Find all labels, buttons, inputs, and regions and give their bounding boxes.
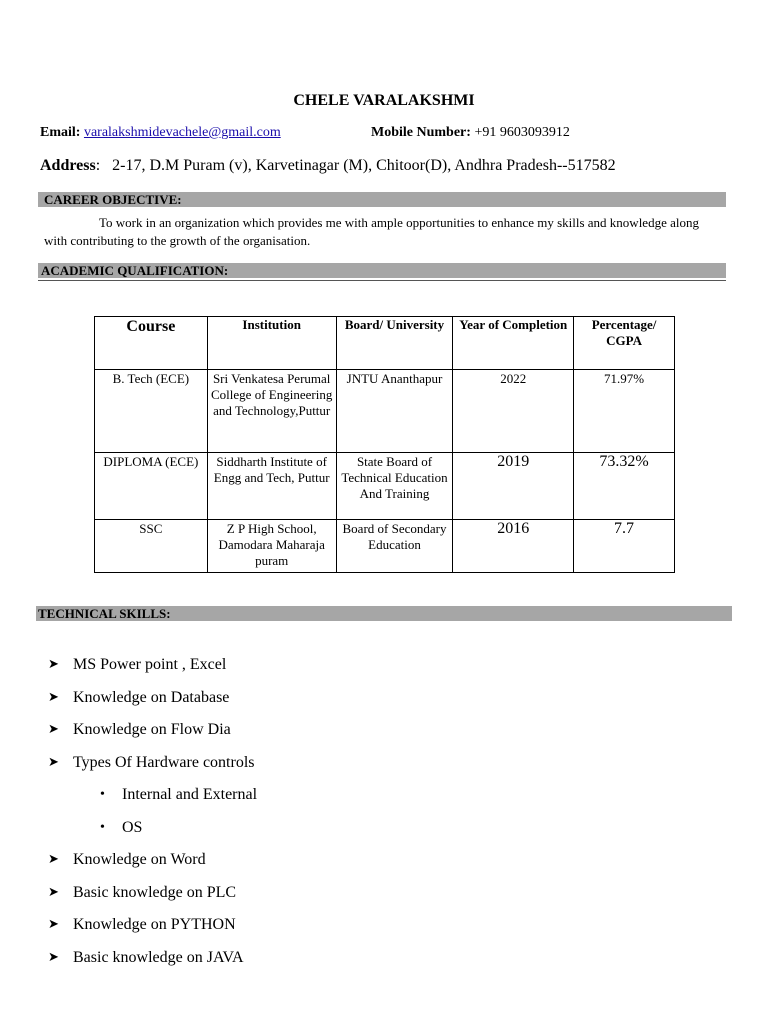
skills-list bbox=[48, 652, 257, 977]
list-item bbox=[48, 912, 257, 945]
arrow-bullet-icon: ➤ bbox=[48, 754, 59, 770]
career-objective-heading: CAREER OBJECTIVE: bbox=[38, 192, 726, 207]
arrow-bullet-icon: ➤ bbox=[48, 657, 59, 672]
academic-table bbox=[94, 316, 675, 573]
list-item bbox=[48, 945, 257, 978]
table-cell: JNTU Ananthapur bbox=[336, 370, 453, 453]
table-cell: Z P High School, Damodara Maharaja puram bbox=[207, 520, 336, 573]
table-cell: B. Tech (ECE) bbox=[95, 370, 208, 453]
skill-label: Types Of Hardware controls bbox=[73, 753, 255, 771]
address-line: Address: 2-17, D.M Puram (v), Karvetinagar (M), Chitoor(D), Andhra Pradesh--517582 bbox=[40, 157, 616, 174]
table-row bbox=[95, 370, 675, 453]
skill-label: Knowledge on Word bbox=[73, 851, 206, 868]
mobile-label: Mobile Number: bbox=[371, 125, 471, 140]
email-label: Email: bbox=[40, 125, 81, 140]
skill-label: Internal and External bbox=[122, 786, 258, 803]
email-line bbox=[40, 125, 281, 141]
arrow-bullet-icon: ➤ bbox=[48, 852, 59, 867]
career-objective-text bbox=[44, 214, 704, 250]
mobile-number: +91 9603093912 bbox=[474, 125, 570, 140]
table-row bbox=[95, 520, 675, 573]
column-header: Course bbox=[95, 317, 208, 370]
skill-label: Basic knowledge on PLC bbox=[73, 883, 237, 901]
column-header: Percentage/ CGPA bbox=[574, 317, 675, 370]
list-item bbox=[48, 880, 257, 913]
table-header-row bbox=[95, 317, 675, 370]
table-cell: 71.97% bbox=[574, 370, 675, 453]
skill-label: MS Power point , Excel bbox=[73, 656, 227, 673]
table-cell: 7.7 bbox=[574, 520, 675, 573]
technical-skills-heading: TECHNICAL SKILLS: bbox=[36, 606, 732, 621]
table-cell: 2016 bbox=[453, 520, 574, 573]
academic-qualification-heading: ACADEMIC QUALIFICATION: bbox=[38, 263, 726, 278]
table-cell: Sri Venkatesa Perumal College of Engineering and Technology,Puttur bbox=[207, 370, 336, 453]
table-cell: 2019 bbox=[453, 453, 574, 520]
table-cell: 73.32% bbox=[574, 453, 675, 520]
column-header: Year of Completion bbox=[453, 317, 574, 370]
arrow-bullet-icon: ➤ bbox=[48, 722, 59, 737]
skill-label: Knowledge on Database bbox=[73, 688, 230, 706]
mobile-line bbox=[371, 125, 570, 141]
column-header: Institution bbox=[207, 317, 336, 370]
table-cell: Siddharth Institute of Engg and Tech, Puttur bbox=[207, 453, 336, 520]
list-item bbox=[48, 782, 257, 815]
arrow-bullet-icon: ➤ bbox=[48, 689, 59, 705]
skill-label: OS bbox=[122, 818, 143, 836]
list-item bbox=[48, 750, 257, 783]
table-cell: SSC bbox=[95, 520, 208, 573]
arrow-bullet-icon: ➤ bbox=[48, 949, 59, 965]
table-cell: DIPLOMA (ECE) bbox=[95, 453, 208, 520]
table-cell: Board of Secondary Education bbox=[336, 520, 453, 573]
address-value: 2-17, D.M Puram (v), Karvetinagar (M), Chitoor(D), Andhra Pradesh--517582 bbox=[112, 157, 616, 174]
list-item bbox=[48, 847, 257, 880]
skill-label: Knowledge on Flow Dia bbox=[73, 721, 231, 738]
dot-bullet-icon: • bbox=[100, 787, 105, 802]
career-objective-body: To work in an organization which provides me with ample opportunities to enhance my skills and knowledge along with contributing to the growth of the organisation. bbox=[44, 215, 699, 248]
list-item bbox=[48, 652, 257, 685]
address-label: Address bbox=[40, 157, 96, 174]
table-cell: 2022 bbox=[453, 370, 574, 453]
table-row bbox=[95, 453, 675, 520]
candidate-name: CHELE VARALAKSHMI bbox=[293, 92, 475, 109]
skill-label: Basic knowledge on JAVA bbox=[73, 948, 244, 966]
column-header: Board/ University bbox=[336, 317, 453, 370]
email-link[interactable]: varalakshmidevachele@gmail.com bbox=[83, 125, 281, 140]
dot-bullet-icon: • bbox=[100, 819, 105, 835]
arrow-bullet-icon: ➤ bbox=[48, 884, 59, 900]
skill-label: Knowledge on PYTHON bbox=[73, 916, 236, 933]
list-item bbox=[48, 685, 257, 718]
arrow-bullet-icon: ➤ bbox=[48, 917, 59, 932]
list-item bbox=[48, 815, 257, 848]
list-item bbox=[48, 717, 257, 750]
table-cell: State Board of Technical Education And Training bbox=[336, 453, 453, 520]
